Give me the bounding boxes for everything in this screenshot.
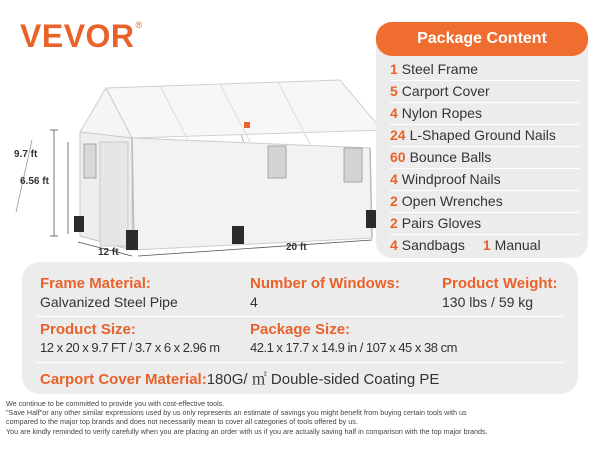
package-content-panel <box>376 22 588 258</box>
dim-width: 12 ft <box>98 247 119 258</box>
list-item: 5 Carport Cover <box>390 81 580 103</box>
carport-illustration <box>10 60 380 260</box>
package-content-title: Package Content <box>376 22 588 56</box>
brand-logo: VEVOR® <box>20 18 143 54</box>
list-item: 2 Open Wrenches <box>390 191 580 213</box>
list-item: 4 Windproof Nails <box>390 169 580 191</box>
spec-windows: Number of Windows: 4 <box>250 275 400 310</box>
list-item: 4 Sandbags 1 Manual <box>390 237 541 253</box>
disclaimer-footnote: We continue to be committed to provide you with cost-effective tools. "Save Half"or any other similar expressions used by us only represents an estimate of savings you might benefit from buying certain tools with us compared to the major top brands and does not necessarily mean to cover all categories of tools offered by us. You are kindly reminded to verify carefully when you are placing an order with us if you are actually saving half in comparison with the top major brands. <box>6 399 488 436</box>
dim-length: 20 ft <box>286 242 307 253</box>
divider <box>36 362 564 363</box>
spec-cover-material: Carport Cover Material:180G/ ㎡ Double-sided Coating PE <box>40 371 440 388</box>
list-item: 2 Pairs Gloves <box>390 213 580 235</box>
spec-frame-material: Frame Material: Galvanized Steel Pipe <box>40 275 178 310</box>
list-item: 24 L-Shaped Ground Nails <box>390 125 580 147</box>
dim-side-height: 6.56 ft <box>20 176 49 187</box>
list-item: 1 Steel Frame <box>390 59 580 81</box>
divider <box>36 316 564 317</box>
list-item: 4 Nylon Ropes <box>390 103 580 125</box>
dim-total-height: 9.7 ft <box>14 149 38 160</box>
spec-weight: Product Weight: 130 lbs / 59 kg <box>442 275 558 310</box>
list-item: 60 Bounce Balls <box>390 147 580 169</box>
spec-package-size: Package Size: 42.1 x 17.7 x 14.9 in / 107 x 45 x 38 cm <box>250 321 457 355</box>
spec-product-size: Product Size: 12 x 20 x 9.7 FT / 3.7 x 6 x 2.96 m <box>40 321 220 355</box>
package-content-list <box>390 59 580 257</box>
specifications-panel <box>22 262 578 394</box>
